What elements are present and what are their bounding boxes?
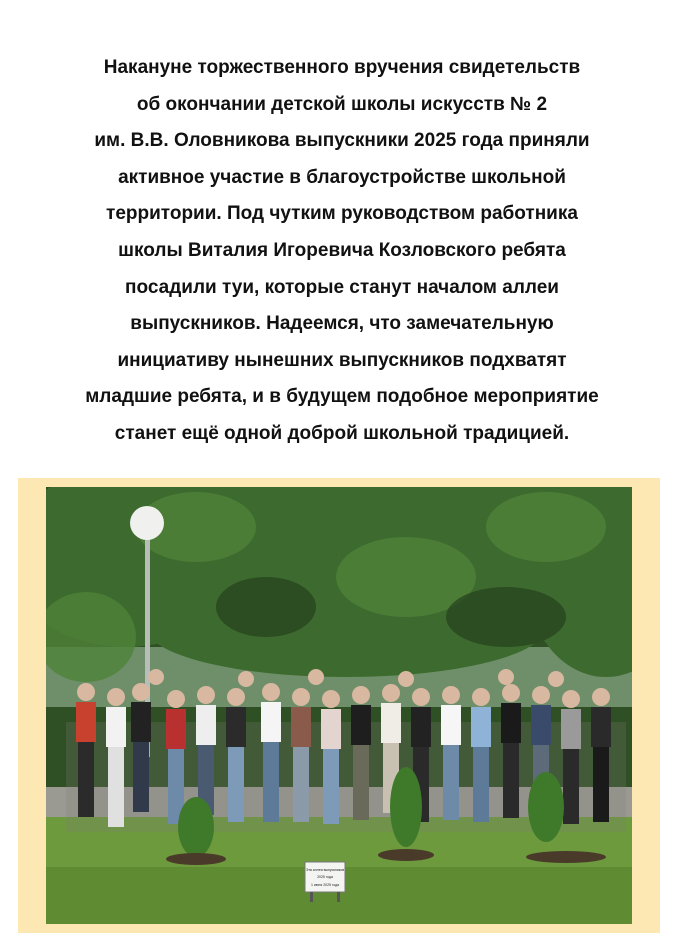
article-line: им. В.В. Оловникова выпускники 2025 года приняли: [94, 130, 590, 152]
article-line: младшие ребята, и в будущем подобное мероприятие: [85, 386, 599, 408]
group-photo: [46, 487, 632, 924]
article-line: активное участие в благоустройстве школьной: [118, 166, 566, 188]
sign-line: 1 июня 2025 года: [310, 883, 340, 887]
sign-line: Эта аллея выпускников: [305, 868, 345, 872]
article-line: об окончании детской школы искусств № 2: [136, 93, 548, 115]
article-line: Накануне торжественного вручения свидетельств: [103, 57, 581, 78]
article-text: [40, 50, 644, 453]
article-line: станет ещё одной доброй школьной традицией.: [114, 422, 570, 444]
article-line: территории. Под чутким руководством работника: [106, 203, 578, 225]
article-line: инициативу нынешних выпускников подхватят: [117, 349, 567, 371]
sign-line: 2025 года: [317, 875, 333, 879]
article-line: школы Виталия Игоревича Козловского ребята: [118, 239, 566, 261]
photo-frame: [18, 478, 660, 933]
article-line: выпускников. Надеемся, что замечательную: [130, 313, 554, 335]
article-line: посадили туи, которые станут началом аллеи: [125, 276, 559, 298]
